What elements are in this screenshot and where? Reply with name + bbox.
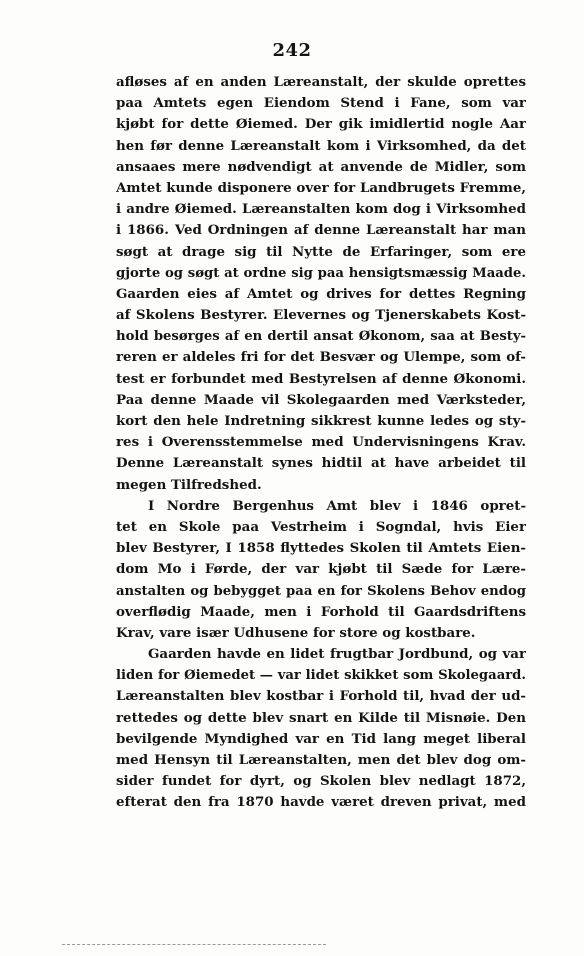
page-number: 242: [272, 40, 312, 61]
text-line: reren er aldeles fri for det Besvær og Ulempe, som of-: [116, 349, 526, 366]
text-line: rettedes og dette blev snart en Kilde til Misnøie. Den: [116, 709, 526, 726]
text-line: anstalten og bebygget paa en for Skolens Behov endog: [116, 583, 526, 599]
text-line: bevilgende Myndighed var en Tid lang meget liberal: [116, 730, 526, 747]
text-line: sider fundet for dyrt, og Skolen blev nedlagt 1872,: [116, 773, 526, 790]
text-line: kjøbt for dette Øiemed. Der gik imidlertid nogle Aar: [116, 116, 526, 133]
text-line: liden for Øiemedet — var lidet skikket som Skolegaard.: [116, 668, 526, 684]
text-line: hold besørges af en dertil ansat Økonom, saa at Besty-: [116, 329, 526, 345]
text-line: overflødig Maade, men i Forhold til Gaardsdriftens: [116, 603, 526, 620]
text-line: afløses af en anden Læreanstalt, der skulde oprettes: [116, 74, 526, 90]
text-line: res i Overensstemmelse med Undervisningens Krav.: [116, 434, 526, 451]
text-line: i 1866. Ved Ordningen af denne Læreanstalt har man: [116, 222, 526, 239]
text-line: i andre Øiemed. Læreanstalten kom dog i Virksomhed: [116, 201, 526, 218]
text-line: tet en Skole paa Vestrheim i Sogndal, hvis Eier: [116, 518, 526, 535]
text-line: Denne Læreanstalt synes hidtil at have arbeidet til: [116, 455, 526, 472]
text-line: blev Bestyrer, I 1858 flyttedes Skolen til Amtets Eien-: [116, 540, 526, 557]
text-line: I Nordre Bergenhus Amt blev i 1846 opret-: [148, 497, 526, 514]
text-line: Læreanstalten blev kostbar i Forhold til, hvad der ud-: [116, 688, 526, 705]
text-line: kort den hele Indretning sikkrest kunne ledes og sty-: [116, 413, 526, 429]
text-line: Gaarden eies af Amtet og drives for dettes Regning: [116, 285, 526, 302]
text-line: megen Tilfredshed.: [116, 476, 262, 493]
footer-rule: [62, 944, 326, 945]
text-line: efterat den fra 1870 havde været dreven privat, med: [116, 794, 526, 811]
body-text: [116, 72, 526, 814]
text-line: paa Amtets egen Eiendom Stend i Fane, som var: [116, 95, 526, 112]
text-line: ansaaes mere nødvendigt at anvende de Midler, som: [116, 158, 526, 175]
text-line: Amtet kunde disponere over for Landbrugets Fremme,: [116, 179, 526, 196]
text-line: dom Mo i Førde, der var kjøbt til Sæde for Lære-: [116, 561, 526, 578]
text-line: Gaarden havde en lidet frugtbar Jordbund, og var: [148, 646, 526, 663]
text-line: Paa denne Maade vil Skolegaarden med Værksteder,: [116, 391, 526, 408]
text-line: Krav, vare især Udhusene for store og kostbare.: [116, 624, 476, 641]
text-line: test er forbundet med Bestyrelsen af denne Økonomi.: [116, 370, 526, 387]
text-line: gjorte og søgt at ordne sig paa hensigtsmæssig Maade.: [116, 265, 526, 281]
text-line: af Skolens Bestyrer. Elevernes og Tjenerskabets Kost-: [116, 307, 526, 324]
text-line: søgt at drage sig til Nytte de Erfaringer, som ere: [116, 243, 526, 260]
text-line: med Hensyn til Læreanstalten, men det blev dog om-: [116, 752, 526, 768]
text-line: hen før denne Læreanstalt kom i Virksomhed, da det: [116, 137, 526, 154]
